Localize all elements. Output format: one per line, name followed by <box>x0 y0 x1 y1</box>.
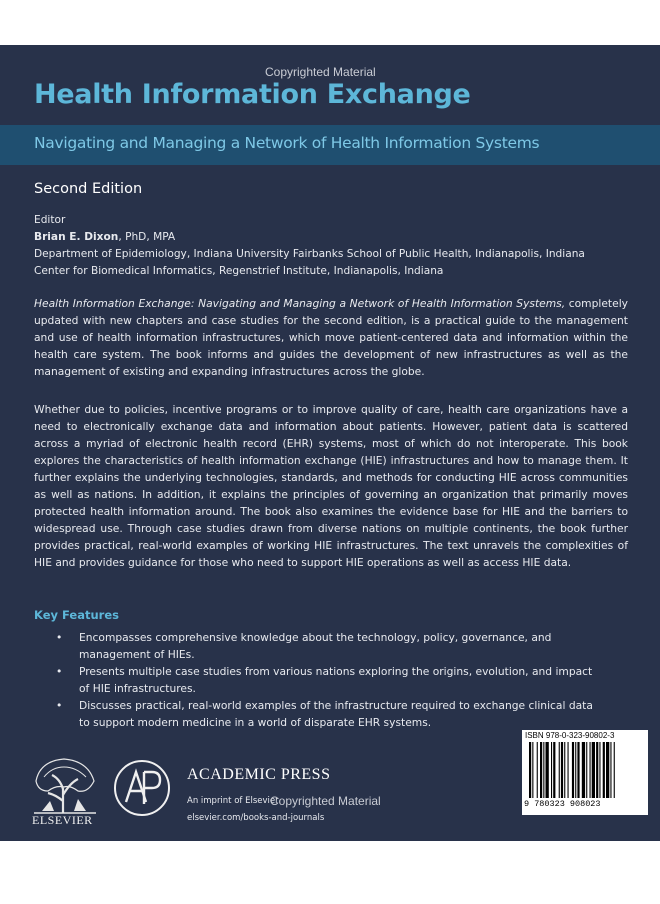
barcode-bar <box>551 742 552 798</box>
editor-name: Brian E. Dixon <box>34 231 119 243</box>
barcode-bar <box>606 742 609 798</box>
barcode-bar <box>561 742 563 798</box>
book-back-cover <box>0 45 660 841</box>
watermark-top: Copyrighted Material <box>265 65 376 79</box>
barcode-bar <box>599 742 600 798</box>
publisher-url: elsevier.com/books-and-journals <box>187 813 325 823</box>
barcode-bar <box>572 742 574 798</box>
barcode-bar <box>590 742 591 798</box>
barcode-bar <box>529 742 531 798</box>
barcode-bar <box>564 742 565 798</box>
description-lead: Health Information Exchange: Navigating and Managing a Network of Health Information Systems, <box>34 297 566 310</box>
barcode-bar <box>577 742 579 798</box>
barcode-bar <box>546 742 549 798</box>
imprint-note: An imprint of Elsevier <box>187 796 279 806</box>
elsevier-logotype: ELSEVIER <box>32 813 93 827</box>
barcode-bar <box>586 742 587 798</box>
list-item <box>34 629 594 663</box>
list-item-text: Presents multiple case studies from various nations exploring the origins, evolution, and impact of HIE infrastructures. <box>79 665 593 695</box>
barcode-bar <box>543 742 544 798</box>
academic-press-ap-icon <box>112 758 172 818</box>
barcode-bar <box>568 742 569 798</box>
barcode-bar <box>592 742 595 798</box>
bullet-icon: • <box>56 665 63 678</box>
edition-label: Second Edition <box>34 181 143 197</box>
list-item <box>34 663 594 697</box>
barcode-digits: 9 780323 908023 <box>524 799 601 809</box>
description-paragraph-2: Whether due to policies, incentive programs or to improve quality of care, health care organizations have a need to electronically exchange data and information about patients. However, patient data is scattered across a myriad of electronic health record (EHR) systems, most of which do not interoperate. This book explores the characteristics of health information exchange (HIE) infrastructures and how to manage them. It further explains the underlying technologies, standards, and methods for conducting HIE across communities as well as nations. In addition, it explains the principles of governing an organization that primarily moves protected health information around. The book also examines the evidence base for HIE and the barriers to widespread use. Through case studies drawn from diverse nations on multiple continents, the book further provides practical, real-world examples of working HIE infrastructures. The text unravels the complexities of HIE and provides guidance for those who need to support HIE operations as well as access HIE data. <box>34 403 628 569</box>
editor-credentials: , PhD, MPA <box>118 231 176 243</box>
book-subtitle: Navigating and Managing a Network of Health Information Systems <box>34 134 540 152</box>
barcode-bar <box>582 742 585 798</box>
key-features-heading: Key Features <box>34 608 119 622</box>
editor-block <box>34 212 634 280</box>
bullet-icon: • <box>56 631 63 644</box>
barcode-bar <box>537 742 538 798</box>
key-features-list <box>34 629 594 731</box>
isbn-label: ISBN 978-0-323-90802-3 <box>525 731 615 740</box>
description-paragraph-1 <box>34 295 628 380</box>
list-item <box>34 697 594 731</box>
barcode-bar <box>575 742 576 798</box>
academic-press-name: ACADEMIC PRESS <box>187 766 331 783</box>
barcode-bar <box>596 742 598 798</box>
barcode-bar <box>532 742 533 798</box>
barcode-bar <box>540 742 542 798</box>
barcode-bar <box>603 742 605 798</box>
editor-affiliation-1: Department of Epidemiology, Indiana University Fairbanks School of Public Health, Indianapolis, Indiana <box>34 248 585 260</box>
watermark-bottom: Copyrighted Material <box>270 794 381 808</box>
description-body-1: completely updated with new chapters and case studies for the second edition, is a practical guide to the management and use of health information infrastructures, which move patient-centered data and information within the health care system. The book informs and guides the development of new infrastructures as well as the management of existing and expanding infrastructures across the globe. <box>34 297 628 378</box>
editor-label: Editor <box>34 214 66 226</box>
barcode-bar <box>614 742 615 798</box>
barcode-bars <box>528 742 642 798</box>
barcode-bar <box>553 742 555 798</box>
barcode-bar <box>610 742 611 798</box>
book-title: Health Information Exchange <box>34 79 471 110</box>
list-item-text: Encompasses comprehensive knowledge about the technology, policy, governance, and management of HIEs. <box>79 631 552 661</box>
list-item-text: Discusses practical, real-world examples of the infrastructure required to exchange clinical data to support modern medicine in a world of disparate EHR systems. <box>79 699 593 729</box>
bullet-icon: • <box>56 699 63 712</box>
editor-name-line <box>34 229 634 246</box>
barcode-bar <box>559 742 560 798</box>
isbn-barcode <box>522 730 648 815</box>
subtitle-band <box>0 125 660 165</box>
editor-affiliation-2: Center for Biomedical Informatics, Regenstrief Institute, Indianapolis, Indiana <box>34 265 444 277</box>
